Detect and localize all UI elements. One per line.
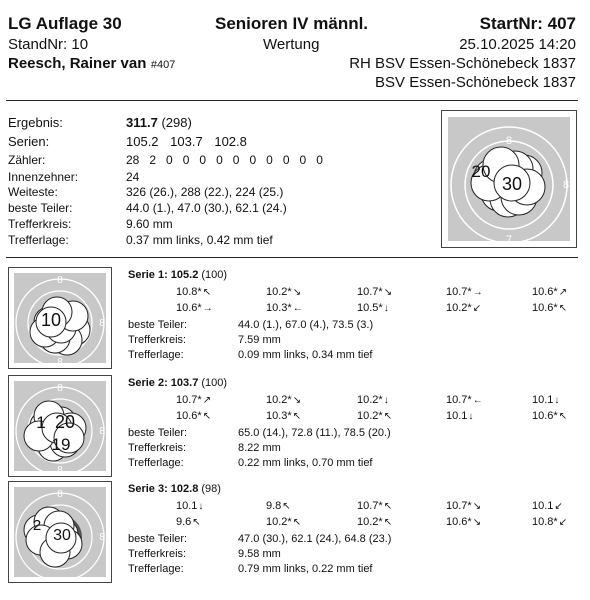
shot-value	[266, 410, 301, 422]
shot-value	[176, 394, 211, 406]
shot-score: 10.2*	[266, 286, 292, 298]
serie-teiler-value: 47.0 (30.), 62.1 (24.), 64.8 (23.)	[238, 533, 392, 545]
shot-direction-arrow-icon: ↓	[383, 303, 389, 314]
shot-value	[176, 302, 213, 314]
weiteste-label: Weiteste:	[8, 185, 58, 199]
serien-values	[126, 134, 247, 149]
shot-score: 10.1	[446, 410, 468, 422]
trefferkreis-label: Trefferkreis:	[8, 217, 72, 231]
serie-title-line	[128, 377, 227, 389]
shot-score: 10.7*	[357, 286, 383, 298]
serie-title: Serie 2: 103.7	[128, 377, 199, 389]
summary-divider	[6, 257, 578, 258]
zaehler-value: 0	[216, 153, 223, 167]
ergebnis-value-line	[126, 115, 192, 130]
shot-score: 10.8*	[176, 286, 202, 298]
shot-score: 10.6*	[446, 516, 472, 528]
shot-direction-arrow-icon: ↙	[558, 517, 568, 528]
ring-label: 8	[57, 275, 63, 286]
ergebnis-sub: (298)	[161, 115, 192, 130]
shot-value	[266, 302, 303, 314]
serie-teiler-value: 65.0 (14.), 72.8 (11.), 78.5 (20.)	[238, 427, 391, 439]
shot-value	[532, 286, 567, 298]
shot-direction-arrow-icon: ↖	[202, 287, 212, 298]
ring-label: 8	[57, 465, 63, 476]
serie-teiler-label: beste Teiler:	[128, 319, 188, 331]
shot-direction-arrow-icon: ↗	[202, 395, 212, 406]
shot-direction-arrow-icon: ↘	[292, 287, 302, 298]
shot-value	[266, 286, 301, 298]
shot-direction-arrow-icon: ←	[292, 303, 303, 314]
shot-value	[357, 394, 389, 406]
shot-score: 9.8	[266, 500, 282, 512]
date-time: 25.10.2025 14:20	[459, 36, 576, 53]
shot-direction-arrow-icon: ↓	[198, 501, 204, 512]
shot-direction-arrow-icon: →	[202, 303, 213, 314]
ring-label: 7	[505, 234, 513, 246]
shot-value	[357, 516, 392, 528]
shot-score: 9.6	[176, 516, 192, 528]
shot-value	[176, 516, 201, 528]
shooter-name: Reesch, Rainer van	[8, 55, 147, 72]
zaehler-value: 0	[316, 153, 323, 167]
serie-trefferlage-label: Trefferlage:	[128, 563, 184, 575]
serie-trefferkreis-value: 8.22 mm	[238, 442, 281, 454]
shot-score: 10.2*	[357, 394, 383, 406]
serie-trefferkreis-label: Trefferkreis:	[128, 548, 187, 560]
ring-label: 8	[99, 318, 105, 329]
serie-title-line	[128, 483, 221, 495]
ring-label: 8	[57, 489, 63, 500]
serie-title: Serie 1: 105.2	[128, 269, 199, 281]
shot-value	[446, 410, 473, 422]
club-primary: RH BSV Essen-Schönebeck 1837	[349, 55, 576, 72]
wertung-label: Wertung	[263, 36, 320, 53]
shot-score: 10.1	[176, 500, 198, 512]
shot-value	[446, 302, 481, 314]
shot-value	[532, 500, 563, 512]
shot-score: 10.7*	[446, 500, 472, 512]
hole-label: 30	[501, 174, 523, 194]
innenzehner-label: Innenzehner:	[8, 170, 79, 184]
club-secondary: BSV Essen-Schönebeck 1837	[375, 74, 576, 91]
shot-direction-arrow-icon: ←	[472, 395, 483, 406]
shot-direction-arrow-icon: ↖	[383, 411, 393, 422]
shot-direction-arrow-icon: ↘	[383, 287, 393, 298]
shot-score: 10.1	[532, 394, 554, 406]
shot-score: 10.6*	[532, 286, 558, 298]
zaehler-value: 0	[182, 153, 190, 167]
serie-target	[8, 267, 112, 369]
zaehler-value: 2	[149, 153, 157, 167]
shot-direction-arrow-icon: ↖	[292, 517, 302, 528]
shot-score: 10.7*	[446, 394, 472, 406]
shot-direction-arrow-icon: ↘	[472, 501, 482, 512]
shot-value	[446, 516, 481, 528]
shot-value	[176, 410, 211, 422]
shot-value	[176, 286, 211, 298]
zaehler-value: 0	[266, 153, 273, 167]
serie-trefferkreis-label: Trefferkreis:	[128, 442, 187, 454]
hole-label: 19	[51, 435, 71, 454]
shot-value	[266, 500, 291, 512]
shot-value	[266, 516, 301, 528]
serie-trefferkreis-value: 7.59 mm	[238, 334, 281, 346]
serie-trefferlage-value: 0.22 mm links, 0.70 mm tief	[238, 457, 373, 469]
shot-value	[446, 500, 481, 512]
shooter-name-line	[8, 55, 175, 73]
start-number: StartNr: 407	[479, 14, 576, 33]
shot-value	[532, 302, 567, 314]
shot-value	[357, 500, 392, 512]
shot-direction-arrow-icon: ↓	[383, 395, 389, 406]
shot-direction-arrow-icon: ↖	[292, 411, 302, 422]
shot-score: 10.2*	[266, 394, 292, 406]
shot-score: 10.3*	[266, 410, 292, 422]
serie-teiler-label: beste Teiler:	[128, 427, 188, 439]
shot-score: 10.2*	[446, 302, 472, 314]
shot-score: 10.2*	[357, 516, 383, 528]
shot-direction-arrow-icon: ↓	[468, 411, 474, 422]
serie-sub: (98)	[201, 483, 221, 495]
teiler-value: 44.0 (1.), 47.0 (30.), 62.1 (24.)	[126, 201, 287, 215]
ring-label: 8	[562, 179, 570, 191]
shot-score: 10.7*	[176, 394, 202, 406]
shot-direction-arrow-icon: ↖	[558, 411, 568, 422]
serie-title: Serie 3: 102.8	[128, 483, 199, 495]
shot-direction-arrow-icon: ↙	[472, 303, 482, 314]
header-divider	[6, 100, 578, 101]
shot-value	[446, 286, 483, 298]
zaehler-value: 0	[232, 153, 240, 167]
shot-direction-arrow-icon: ↗	[558, 287, 568, 298]
hole-label: 20	[54, 412, 76, 432]
hole-label: 2	[32, 517, 42, 534]
shot-direction-arrow-icon: →	[472, 287, 483, 298]
shot-direction-arrow-icon: ↘	[472, 517, 482, 528]
ring-label: 8	[57, 357, 63, 368]
summary-target	[441, 110, 577, 248]
shooter-id: #407	[150, 59, 176, 71]
trefferlage-value: 0.37 mm links, 0.42 mm tief	[126, 233, 273, 247]
zaehler-value: 28	[126, 153, 140, 167]
shot-value	[266, 394, 301, 406]
zaehler-value: 0	[166, 153, 173, 167]
ergebnis-label: Ergebnis:	[8, 115, 63, 130]
shot-score: 10.8*	[532, 516, 558, 528]
zaehler-value: 0	[249, 153, 257, 167]
shot-direction-arrow-icon: ↖	[383, 501, 393, 512]
shot-direction-arrow-icon: ↖	[202, 411, 212, 422]
ring-label: 8	[57, 383, 63, 394]
shot-score: 10.6*	[176, 302, 202, 314]
shot-value	[176, 500, 203, 512]
ring-label: 8	[99, 426, 105, 437]
hole-label: 20	[471, 162, 491, 181]
shot-score: 10.2*	[266, 516, 292, 528]
shot-score: 10.3*	[266, 302, 292, 314]
ergebnis-value: 311.7	[126, 115, 158, 130]
serie-teiler-value: 44.0 (1.), 67.0 (4.), 73.5 (3.)	[238, 319, 374, 331]
shot-score: 10.6*	[532, 302, 558, 314]
zaehler-value: 0	[199, 153, 207, 167]
shot-score: 10.5*	[357, 302, 383, 314]
zaehler-label: Zähler:	[8, 153, 46, 167]
innenzehner-value: 24	[126, 170, 140, 184]
shot-direction-arrow-icon: ↖	[383, 517, 393, 528]
shot-value	[357, 302, 389, 314]
zaehler-value: 0	[299, 153, 307, 167]
serie-target	[8, 375, 112, 477]
serie-total-1: 105.2	[126, 134, 159, 149]
shot-score: 10.7*	[446, 286, 472, 298]
shot-value	[446, 394, 483, 406]
serie-target	[8, 481, 112, 583]
serie-sub: (100)	[201, 377, 228, 389]
shot-score: 10.6*	[532, 410, 558, 422]
hole-label: 10	[40, 310, 62, 330]
shot-score: 10.2*	[357, 410, 383, 422]
zaehler-value: 0	[282, 153, 290, 167]
serie-trefferlage-label: Trefferlage:	[128, 457, 184, 469]
trefferkreis-value: 9.60 mm	[126, 217, 173, 231]
shot-score: 10.1	[532, 500, 554, 512]
serie-sub: (100)	[201, 269, 228, 281]
shot-direction-arrow-icon: ↓	[554, 395, 560, 406]
shot-value	[532, 410, 567, 422]
shot-direction-arrow-icon: ↘	[292, 395, 302, 406]
serie-total-2: 103.7	[170, 134, 203, 149]
serie-trefferkreis-label: Trefferkreis:	[128, 334, 187, 346]
shot-direction-arrow-icon: ↖	[558, 303, 568, 314]
hole-label: 30	[53, 527, 71, 544]
shot-score: 10.6*	[176, 410, 202, 422]
serie-title-line	[128, 269, 227, 281]
discipline-title: LG Auflage 30	[8, 14, 122, 33]
serien-label: Serien:	[8, 134, 50, 149]
shot-value	[357, 286, 392, 298]
hole-label: 1	[36, 413, 46, 432]
shot-value	[357, 410, 392, 422]
shot-direction-arrow-icon: ↙	[554, 501, 563, 512]
serie-teiler-label: beste Teiler:	[128, 533, 188, 545]
shot-score: 10.7*	[357, 500, 383, 512]
stand-number: StandNr: 10	[8, 36, 89, 53]
shot-value	[532, 394, 559, 406]
category-title: Senioren IV männl.	[215, 14, 369, 33]
ring-label: 8	[505, 135, 513, 147]
weiteste-value: 326 (26.), 288 (22.), 224 (25.)	[126, 185, 284, 199]
trefferlage-label: Trefferlage:	[8, 233, 69, 247]
shot-direction-arrow-icon: ↖	[282, 501, 291, 512]
shot-value	[532, 516, 567, 528]
teiler-label: beste Teiler:	[8, 201, 73, 215]
ring-label: 8	[99, 532, 105, 543]
serie-trefferlage-value: 0.09 mm links, 0.34 mm tief	[238, 349, 373, 361]
zaehler-values	[126, 153, 333, 167]
serie-trefferlage-value: 0.79 mm links, 0.22 mm tief	[238, 563, 373, 575]
serie-trefferkreis-value: 9.58 mm	[238, 548, 281, 560]
shot-direction-arrow-icon: ↖	[192, 517, 201, 528]
serie-trefferlage-label: Trefferlage:	[128, 349, 184, 361]
serie-total-3: 102.8	[214, 134, 247, 149]
